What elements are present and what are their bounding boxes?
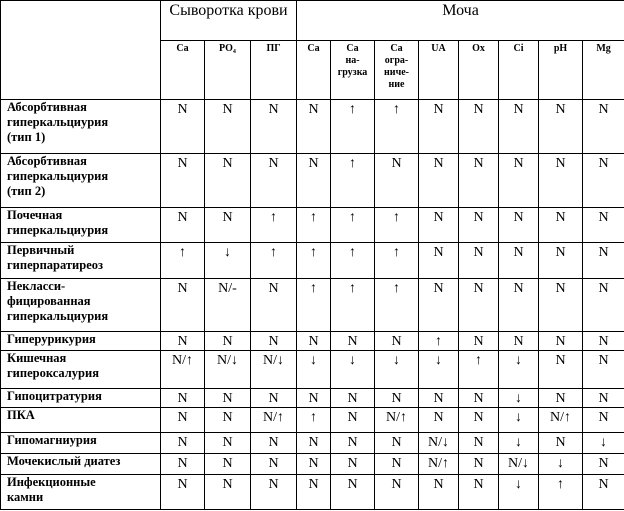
column-header-line: UA	[431, 43, 446, 54]
value-cell: ↑	[375, 208, 419, 243]
table-row	[1, 154, 624, 208]
value-cell: ↓	[499, 389, 539, 408]
value-cell: N	[331, 475, 375, 510]
table-body	[1, 100, 624, 510]
column-header-line: Mg	[596, 43, 611, 54]
column-header	[205, 41, 251, 100]
value-cell: N	[297, 433, 331, 454]
value-cell: N	[419, 408, 459, 433]
value-cell: N/-	[205, 279, 251, 332]
row-label-line: гиперкальциурия	[7, 115, 109, 129]
value-cell: ↓	[539, 454, 583, 475]
value-cell: N	[205, 408, 251, 433]
value-cell: N	[419, 389, 459, 408]
value-cell: N	[539, 100, 583, 154]
table-row	[1, 332, 624, 351]
column-header	[459, 41, 499, 100]
row-label-line: Некласси-	[7, 279, 66, 293]
row-label-line: (тип 2)	[7, 184, 46, 198]
row-label	[1, 279, 161, 332]
value-cell: ↑	[419, 332, 459, 351]
value-cell: N	[375, 154, 419, 208]
value-cell: N	[583, 154, 624, 208]
row-label-line: Первичный	[7, 243, 75, 257]
row-label-line: Мочекислый диатез	[7, 454, 121, 468]
column-header	[375, 41, 419, 100]
value-cell: ↑	[539, 475, 583, 510]
value-cell: N	[539, 243, 583, 279]
value-cell: N	[583, 351, 624, 389]
value-cell: ↑	[331, 100, 375, 154]
column-header-line: Ca	[307, 43, 320, 54]
row-label	[1, 332, 161, 351]
value-cell: N	[297, 389, 331, 408]
value-cell: N	[297, 454, 331, 475]
value-cell: ↑	[297, 279, 331, 332]
row-label-line: камни	[7, 490, 44, 504]
value-cell: N	[459, 332, 499, 351]
value-cell: N	[499, 100, 539, 154]
value-cell: N	[205, 154, 251, 208]
row-label-line: Абсорбтивная	[7, 154, 87, 168]
column-header-line: ПГ	[266, 43, 281, 54]
value-cell: ↓	[205, 243, 251, 279]
column-header	[161, 41, 205, 100]
row-label-line: Гипоцитратурия	[7, 389, 102, 403]
value-cell: N	[251, 332, 297, 351]
value-cell: N	[161, 475, 205, 510]
value-cell: N	[161, 433, 205, 454]
row-label-line: Гипомагниурия	[7, 433, 97, 447]
value-cell: N	[205, 433, 251, 454]
serum-group-header	[161, 1, 297, 41]
row-label-line: Кишечная	[7, 351, 67, 365]
value-cell: N	[583, 475, 624, 510]
value-cell: N	[539, 208, 583, 243]
column-header-line: PO₄	[219, 43, 236, 54]
row-label-line: (тип 1)	[7, 130, 46, 144]
row-label-line: гипероксалурия	[7, 366, 99, 380]
value-cell: ↑	[251, 208, 297, 243]
value-cell: N	[251, 389, 297, 408]
table-row	[1, 208, 624, 243]
corner-cell	[1, 1, 161, 100]
column-header-line: ниче-	[384, 67, 409, 78]
table-row	[1, 475, 624, 510]
value-cell: N	[205, 100, 251, 154]
column-header-line: Ca	[390, 43, 403, 54]
value-cell: N	[459, 433, 499, 454]
value-cell: N	[205, 208, 251, 243]
group-header-row	[1, 1, 624, 41]
value-cell: N	[297, 100, 331, 154]
value-cell: ↓	[499, 351, 539, 389]
row-label	[1, 154, 161, 208]
value-cell: N	[499, 332, 539, 351]
column-header	[419, 41, 459, 100]
value-cell: N	[331, 433, 375, 454]
value-cell: N	[251, 475, 297, 510]
value-cell: ↑	[459, 351, 499, 389]
table-row	[1, 433, 624, 454]
value-cell: N	[583, 208, 624, 243]
value-cell: ↑	[297, 208, 331, 243]
column-header-line: pH	[553, 43, 568, 54]
column-header-line: Ox	[472, 43, 485, 54]
table-row	[1, 454, 624, 475]
value-cell: ↓	[499, 408, 539, 433]
value-cell: N	[331, 389, 375, 408]
column-header	[539, 41, 583, 100]
value-cell: ↓	[331, 351, 375, 389]
value-cell: N	[205, 332, 251, 351]
column-header	[251, 41, 297, 100]
value-cell: N	[419, 475, 459, 510]
urine-group-label: Моча	[442, 2, 479, 19]
value-cell: ↑	[375, 279, 419, 332]
value-cell: N	[161, 408, 205, 433]
value-cell: ↑	[375, 100, 419, 154]
value-cell: ↓	[375, 351, 419, 389]
value-cell: N	[161, 208, 205, 243]
value-cell: N	[539, 332, 583, 351]
value-cell: ↑	[297, 243, 331, 279]
value-cell: ↓	[499, 475, 539, 510]
row-label-line: гиперкальциурия	[7, 309, 109, 323]
row-label	[1, 100, 161, 154]
value-cell: N	[251, 433, 297, 454]
table-row	[1, 100, 624, 154]
column-header	[583, 41, 624, 100]
value-cell: N/↑	[539, 408, 583, 433]
value-cell: N	[331, 408, 375, 433]
value-cell: N	[251, 100, 297, 154]
value-cell: N	[459, 208, 499, 243]
value-cell: ↑	[331, 154, 375, 208]
value-cell: N	[251, 454, 297, 475]
table-row	[1, 243, 624, 279]
value-cell: N	[539, 351, 583, 389]
value-cell: N	[161, 389, 205, 408]
row-label-line: гиперкальциурия	[7, 169, 109, 183]
row-label	[1, 475, 161, 510]
row-label	[1, 243, 161, 279]
value-cell: N	[419, 208, 459, 243]
table-row	[1, 408, 624, 433]
value-cell: N	[583, 454, 624, 475]
value-cell: N	[205, 454, 251, 475]
value-cell: ↑	[251, 243, 297, 279]
value-cell: N	[419, 243, 459, 279]
value-cell: N/↑	[161, 351, 205, 389]
row-label-line: гиперкальциурия	[7, 223, 109, 237]
value-cell: N	[539, 279, 583, 332]
value-cell: N	[297, 332, 331, 351]
value-cell: N	[583, 389, 624, 408]
column-header-line: огра-	[384, 55, 409, 66]
value-cell: ↑	[331, 208, 375, 243]
row-label-line: Инфекционные	[7, 475, 96, 489]
value-cell: ↑	[297, 408, 331, 433]
value-cell: N	[205, 475, 251, 510]
value-cell: N	[459, 279, 499, 332]
value-cell: ↑	[331, 243, 375, 279]
value-cell: N	[583, 243, 624, 279]
row-label	[1, 408, 161, 433]
value-cell: N	[375, 389, 419, 408]
value-cell: ↑	[161, 243, 205, 279]
value-cell: N/↓	[419, 433, 459, 454]
value-cell: N	[499, 279, 539, 332]
value-cell: N/↓	[499, 454, 539, 475]
column-header	[499, 41, 539, 100]
value-cell: N	[297, 154, 331, 208]
value-cell: N	[499, 154, 539, 208]
column-header	[297, 41, 331, 100]
row-label	[1, 351, 161, 389]
row-label-line: Почечная	[7, 208, 63, 222]
value-cell: N	[583, 279, 624, 332]
value-cell: N	[583, 408, 624, 433]
value-cell: N	[251, 154, 297, 208]
value-cell: N/↑	[375, 408, 419, 433]
value-cell: N/↓	[205, 351, 251, 389]
table-row	[1, 279, 624, 332]
row-label	[1, 454, 161, 475]
value-cell: N	[459, 154, 499, 208]
value-cell: ↑	[331, 279, 375, 332]
value-cell: N	[375, 454, 419, 475]
value-cell: N	[539, 389, 583, 408]
column-header	[331, 41, 375, 100]
row-label	[1, 389, 161, 408]
value-cell: ↑	[375, 243, 419, 279]
value-cell: N	[419, 279, 459, 332]
value-cell: N	[539, 433, 583, 454]
value-cell: N	[375, 433, 419, 454]
value-cell: N/↑	[419, 454, 459, 475]
value-cell: N	[161, 454, 205, 475]
value-cell: N	[459, 454, 499, 475]
column-header-line: на-	[345, 55, 360, 66]
column-header-line: грузка	[337, 67, 368, 78]
column-header-line: Ca	[176, 43, 189, 54]
value-cell: N	[499, 243, 539, 279]
value-cell: N	[205, 389, 251, 408]
value-cell: N	[161, 332, 205, 351]
urine-group-header	[297, 1, 624, 41]
value-cell: N	[161, 100, 205, 154]
column-header-line: Ca	[346, 43, 359, 54]
value-cell: N	[161, 154, 205, 208]
value-cell: N	[419, 154, 459, 208]
value-cell: ↓	[499, 433, 539, 454]
row-label-line: гиперпаратиреоз	[7, 258, 104, 272]
value-cell: N	[459, 475, 499, 510]
value-cell: N	[375, 475, 419, 510]
value-cell: N	[583, 100, 624, 154]
value-cell: N/↓	[251, 351, 297, 389]
value-cell: ↓	[583, 433, 624, 454]
serum-group-label: Сыворотка крови	[169, 2, 288, 19]
row-label-line: ПКА	[7, 408, 35, 422]
value-cell: ↓	[297, 351, 331, 389]
row-label-line: Гиперурикурия	[7, 332, 96, 346]
value-cell: N	[419, 100, 459, 154]
value-cell: N	[539, 154, 583, 208]
value-cell: N	[251, 279, 297, 332]
value-cell: N	[583, 332, 624, 351]
value-cell: N	[459, 243, 499, 279]
table-row	[1, 389, 624, 408]
table-row	[1, 351, 624, 389]
row-label	[1, 208, 161, 243]
value-cell: ↓	[419, 351, 459, 389]
value-cell: N	[459, 389, 499, 408]
row-label	[1, 433, 161, 454]
value-cell: N/↑	[251, 408, 297, 433]
value-cell: N	[459, 408, 499, 433]
value-cell: N	[331, 454, 375, 475]
row-label-line: Абсорбтивная	[7, 100, 87, 114]
column-header-line: Ci	[513, 43, 524, 54]
value-cell: N	[459, 100, 499, 154]
value-cell: N	[331, 332, 375, 351]
value-cell: N	[161, 279, 205, 332]
value-cell: N	[499, 208, 539, 243]
row-label-line: фицированная	[7, 294, 91, 308]
value-cell: N	[297, 475, 331, 510]
value-cell: N	[375, 332, 419, 351]
column-header-line: ние	[388, 79, 405, 90]
